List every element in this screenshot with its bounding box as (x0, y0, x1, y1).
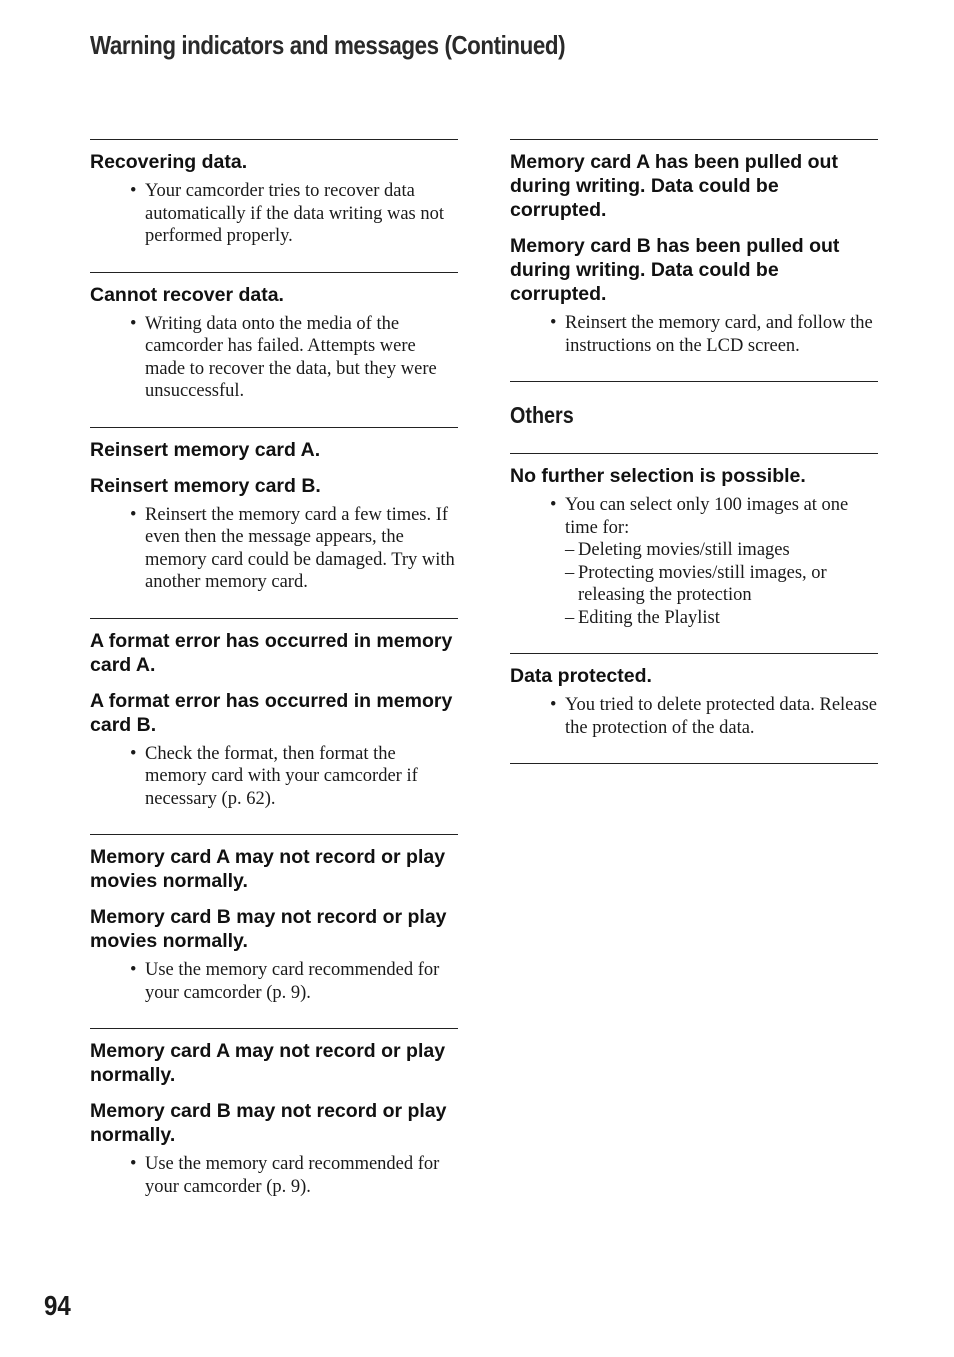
sub-item: – Deleting movies/still images (565, 539, 878, 562)
explanation-item: • Writing data onto the media of the camcorder has failed. Attempts were made to recover the data, but they were unsuccessful. (130, 313, 458, 403)
message-text: A format error has occurred in memory card B. (90, 689, 453, 736)
explanation-list (90, 959, 458, 1004)
explanation-list (90, 313, 458, 403)
right-column (510, 139, 878, 764)
sub-item: – Protecting movies/still images, or releasing the protection (565, 562, 878, 607)
message-entry (90, 1028, 458, 1222)
message-entry (510, 453, 878, 653)
page-title: Warning indicators and messages (Continued) (90, 30, 566, 60)
explanation-item: • Your camcorder tries to recover data automatically if the data writing was not performed properly. (130, 180, 458, 248)
message-text: Memory card A has been pulled out during writing. Data could be corrupted. (510, 151, 838, 221)
message-text: Memory card B may not record or play normally. (90, 1100, 447, 1146)
explanation-list (90, 504, 458, 594)
explanation-list (90, 1153, 458, 1198)
message-text: Memory card A may not record or play normally. (90, 1040, 446, 1086)
message-entry (510, 653, 878, 763)
explanation-list (510, 694, 878, 739)
message-entry (90, 834, 458, 1028)
divider (510, 763, 878, 764)
sub-list (565, 539, 878, 629)
explanation-item: • Use the memory card recommended for your camcorder (p. 9). (130, 959, 458, 1004)
explanation-item: • Reinsert the memory card, and follow the instructions on the LCD screen. (550, 312, 878, 357)
explanation-list (90, 180, 458, 248)
explanation-item: • Reinsert the memory card a few times. If even then the message appears, the memory card could be damaged. Try with another memory card. (130, 504, 458, 594)
explanation-list (510, 494, 878, 629)
sub-item: – Editing the Playlist (565, 607, 878, 630)
message-text: No further selection is possible. (510, 465, 806, 487)
explanation-list (90, 743, 458, 811)
section-title: Others (510, 402, 574, 428)
explanation-item (550, 494, 878, 629)
explanation-item: • You tried to delete protected data. Release the protection of the data. (550, 694, 878, 739)
explanation-item: • Check the format, then format the memory card with your camcorder if necessary (p. 62). (130, 743, 458, 811)
message-text: Memory card A may not record or play movies normally. (90, 846, 446, 892)
message-entry (90, 618, 458, 835)
message-text: Reinsert memory card A. (90, 438, 321, 461)
message-entry (90, 139, 458, 272)
message-text: Recovering data. (90, 151, 248, 173)
message-text: Cannot recover data. (90, 283, 284, 306)
explanation-text: You can select only 100 images at one time for: (565, 495, 849, 538)
left-column (90, 139, 458, 1222)
message-entry (90, 272, 458, 427)
message-text: Reinsert memory card B. (90, 474, 321, 497)
message-entry (90, 427, 458, 618)
section-heading (510, 381, 878, 453)
message-text: A format error has occurred in memory card A. (90, 629, 453, 676)
message-text: Data protected. (510, 665, 652, 687)
explanation-list (510, 312, 878, 357)
message-text: Memory card B may not record or play movies normally. (90, 906, 447, 952)
page-number: 94 (44, 1290, 71, 1321)
message-text: Memory card B has been pulled out during writing. Data could be corrupted. (510, 235, 840, 305)
message-entry (510, 139, 878, 381)
explanation-item: • Use the memory card recommended for your camcorder (p. 9). (130, 1153, 458, 1198)
